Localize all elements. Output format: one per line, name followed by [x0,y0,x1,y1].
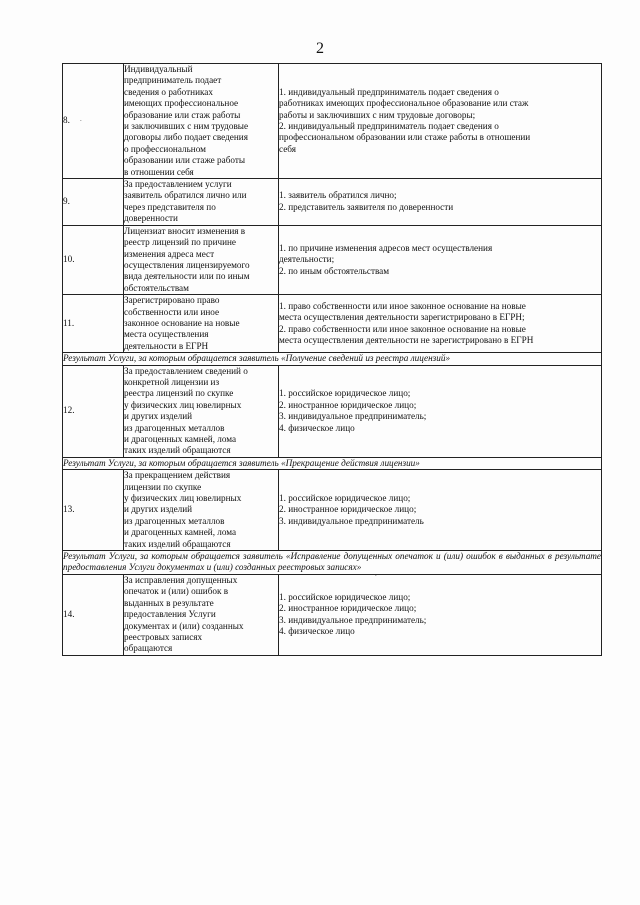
options-cell [279,179,602,226]
page-number: 2 [316,40,324,57]
option-line: себя [279,143,296,154]
option-line: деятельности; [279,254,335,265]
condition-line: конкретной лицензии из [124,376,220,387]
condition-line: образовании или стаже работы [124,155,246,166]
document-table [62,63,602,656]
options-cell [279,64,602,179]
scan-speck: . [80,115,82,123]
condition-cell [124,64,279,179]
table-row [63,295,602,353]
condition-line: и драгоценных камней, лома [124,527,237,538]
option-line: работниках имеющих профессиональное образование или стаж [279,98,529,109]
condition-line: Индивидуальный [124,64,193,74]
condition-line: Зарегистрировано право [124,295,220,306]
options-cell [279,470,602,551]
condition-cell [124,179,279,226]
condition-line: деятельности в ЕГРН [124,340,209,351]
option-line: 2. индивидуальный предприниматель подает сведения о [279,121,499,132]
option-line: 1. заявитель обратился лично; [279,190,397,201]
condition-line: законное основание на новые [124,317,240,328]
option-line: 2. иностранное юридическое лицо; [279,603,417,614]
condition-line: образование или стаж работы [124,109,241,120]
condition-line: в отношении себя [124,166,194,177]
option-line: 3. индивидуальное предприниматель; [279,411,427,422]
condition-line: опечаток и (или) ошибок в [124,586,229,597]
option-line: места осуществления деятельности зарегистрировано в ЕГРН; [279,312,525,323]
condition-line: и других изделий [124,504,193,515]
condition-line: реестровых записях [124,631,203,642]
condition-line: реестра лицензий по скупке [124,388,234,399]
table-row [63,225,602,294]
options-cell [279,295,602,353]
scan-speck: . [375,570,377,578]
option-line: 2. право собственности или иное законное основание на новые [279,323,526,334]
option-line: работы и заключивших с ним трудовые договоры; [279,109,476,120]
option-line: 2. представитель заявителя по доверенности [279,201,454,212]
condition-line: обстоятельствам [124,282,189,293]
condition-cell [124,295,279,353]
condition-line: и драгоценных камней, лома [124,434,237,444]
option-line: 1. российское юридическое лицо; [279,493,411,504]
table-row [63,574,602,655]
condition-line: собственности или иное [124,306,220,317]
condition-line: обращаются [124,643,173,654]
condition-line: вида деятельности или по иным [124,271,250,282]
result-heading: Результат Услуги, за которым обращается заявитель «Прекращение действия лицензии» [63,457,602,469]
result-heading: Результат Услуги, за которым обращается заявитель «Исправление допущенных опечаток и (или) ошибок в выданных в результате предоставления Услуги документах и (или) созданных реестровых записях» [63,551,601,573]
options-cell [279,225,602,294]
option-line: 1. российское юридическое лицо; [279,591,411,602]
condition-line: через представителя по [124,201,216,212]
condition-cell [124,574,279,655]
condition-line: выданных в результате [124,597,214,608]
condition-line: предоставления Услуги [124,609,216,620]
condition-line: сведения о работниках [124,86,213,97]
condition-line: у физических лиц ювелирных [124,399,242,410]
row-number: 8. [63,64,124,179]
option-line: места осуществления деятельности не зарегистрировано в ЕГРН [279,335,534,346]
result-row [63,353,602,365]
condition-line: За прекращением действия [124,470,231,481]
result-heading: Результат Услуги, за которым обращается заявитель «Получение сведений из реестра лицензий» [63,353,602,365]
row-number: 13. [63,470,124,551]
option-line: 4. физическое лицо [279,422,355,433]
result-row [63,457,602,469]
row-number: 9. [63,179,124,226]
option-line: 1. право собственности или иное законное основание на новые [279,300,526,311]
options-cell [279,574,602,655]
option-line: 1. по причине изменения адресов мест осуществления [279,242,493,253]
condition-cell [124,365,279,457]
condition-line: таких изделий обращаются [124,538,231,549]
condition-line: и заключивших с ним трудовые [124,121,249,132]
option-line: 1. индивидуальный предприниматель подает сведения о [279,86,499,97]
row-number: 14. [63,574,124,655]
option-line: 3. индивидуальное предприниматель [279,515,424,526]
table-row [63,365,602,457]
option-line: 2. по иным обстоятельствам [279,265,390,276]
options-cell [279,365,602,457]
option-line: 4. физическое лицо [279,626,355,637]
condition-line: договоры либо подает сведения [124,132,248,143]
option-line: 1. российское юридическое лицо; [279,388,411,399]
condition-cell [124,225,279,294]
condition-line: реестр лицензий по причине [124,237,237,248]
condition-line: Лицензиат вносит изменения в [124,225,246,236]
condition-line: места осуществления [124,329,209,340]
condition-line: имеющих профессиональное [124,98,239,109]
condition-line: таких изделий обращаются [124,445,231,456]
condition-line: предприниматель подает [124,75,222,86]
condition-line: изменения адреса мест [124,248,215,259]
row-number: 10. [63,225,124,294]
condition-line: За предоставлением услуги [124,179,232,190]
condition-line: у физических лиц ювелирных [124,493,242,504]
option-line: 2. иностранное юридическое лицо; [279,504,417,515]
condition-line: из драгоценных металлов [124,515,225,526]
condition-line: доверенности [124,213,178,224]
condition-line: лицензии по скупке [124,481,202,492]
condition-line: За исправления допущенных [124,574,238,585]
option-line: 3. индивидуальное предприниматель; [279,614,427,625]
option-line: 2. иностранное юридическое лицо; [279,399,417,410]
table-row [63,64,602,179]
condition-line: и других изделий [124,411,193,422]
result-row [63,551,602,575]
condition-line: документах и (или) созданных [124,620,244,631]
condition-line: о профессиональном [124,143,206,154]
condition-line: из драгоценных металлов [124,422,225,433]
row-number: 12. [63,365,124,457]
table-body [63,64,602,656]
condition-cell [124,470,279,551]
option-line: профессиональном образовании или стаже работы в отношении [279,132,531,143]
table-row [63,470,602,551]
condition-line: осуществления лицензируемого [124,259,250,270]
condition-line: За предоставлением сведений о [124,365,248,376]
condition-line: заявитель обратился лично или [124,190,247,201]
table-row [63,179,602,226]
row-number: 11. [63,295,124,353]
